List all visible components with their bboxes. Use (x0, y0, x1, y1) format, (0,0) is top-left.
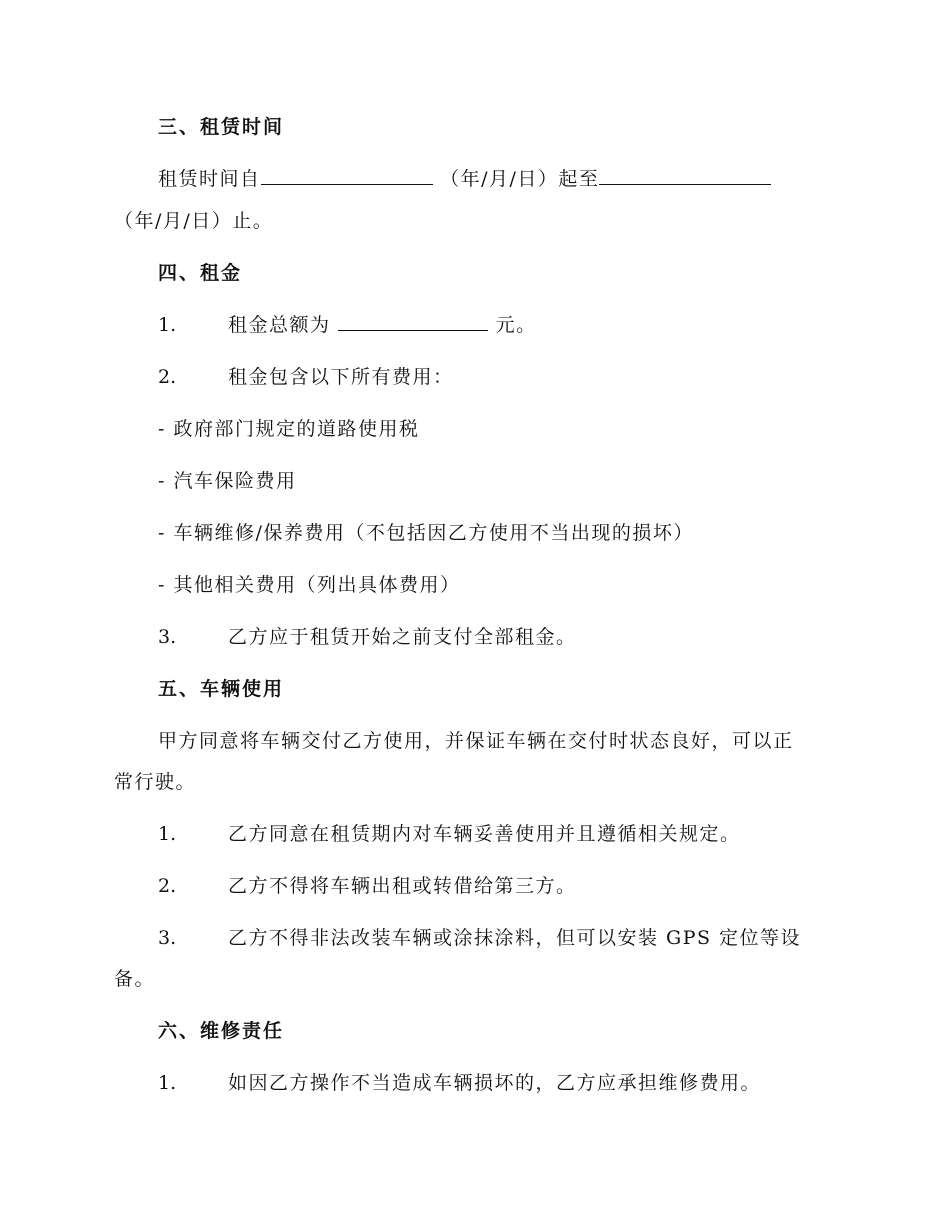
item-number: 2. (158, 366, 177, 388)
vehicle-use-item-2-text: 乙方不得将车辆出租或转借给第三方。 (228, 875, 577, 897)
vehicle-use-paragraph-line1: 甲方同意将车辆交付乙方使用，并保证车辆在交付时状态良好，可以正 (158, 730, 794, 752)
repair-item-1-text: 如因乙方操作不当造成车辆损坏的，乙方应承担维修费用。 (228, 1072, 762, 1094)
vehicle-use-item-3 (158, 925, 801, 951)
start-date-blank[interactable] (261, 166, 433, 185)
rental-period-line (158, 166, 771, 192)
rental-period-end-text: （年/月/日）止。 (114, 210, 274, 232)
vehicle-use-item-2 (158, 873, 577, 899)
section-heading-vehicle-use: 五、车辆使用 (158, 678, 285, 700)
fee-bullet-other: - 其他相关费用（列出具体费用） (158, 574, 461, 596)
rent-currency-label: 元。 (495, 314, 537, 336)
end-date-blank[interactable] (599, 166, 771, 185)
item-number: 2. (158, 875, 177, 897)
item-number: 3. (158, 626, 177, 648)
rental-period-to-label: （年/月/日）起至 (440, 168, 600, 190)
rent-amount-blank[interactable] (338, 312, 488, 331)
vehicle-use-item-3-line1: 乙方不得非法改装车辆或涂抹涂料，但可以安装 GPS 定位等设 (228, 927, 802, 949)
repair-item-1 (158, 1070, 761, 1096)
section-heading-repair-responsibility: 六、维修责任 (158, 1020, 285, 1042)
section-heading-rental-period: 三、租赁时间 (158, 116, 285, 138)
rent-item-3-text: 乙方应于租赁开始之前支付全部租金。 (228, 626, 577, 648)
item-number: 1. (158, 1072, 177, 1094)
fee-bullet-maintenance: - 车辆维修/保养费用（不包括因乙方使用不当出现的损坏） (158, 522, 694, 544)
fee-bullet-insurance: - 汽车保险费用 (158, 470, 297, 492)
rent-item-2 (158, 364, 454, 390)
vehicle-use-item-1 (158, 821, 741, 847)
fee-bullet-road-tax: - 政府部门规定的道路使用税 (158, 418, 420, 440)
vehicle-use-item-1-text: 乙方同意在租赁期内对车辆妥善使用并且遵循相关规定。 (228, 823, 741, 845)
item-number: 1. (158, 314, 177, 336)
vehicle-use-paragraph-line2: 常行驶。 (114, 771, 197, 793)
item-number: 1. (158, 823, 177, 845)
rent-item-3 (158, 624, 577, 650)
rent-item-1 (158, 312, 537, 338)
item-number: 3. (158, 927, 177, 949)
vehicle-use-item-3-line2: 备。 (114, 968, 156, 990)
rent-item-2-text: 租金包含以下所有费用： (228, 366, 454, 388)
section-heading-rent: 四、租金 (158, 262, 243, 284)
rental-period-from-label: 租赁时间自 (158, 168, 261, 190)
rent-total-label: 租金总额为 (228, 314, 331, 336)
